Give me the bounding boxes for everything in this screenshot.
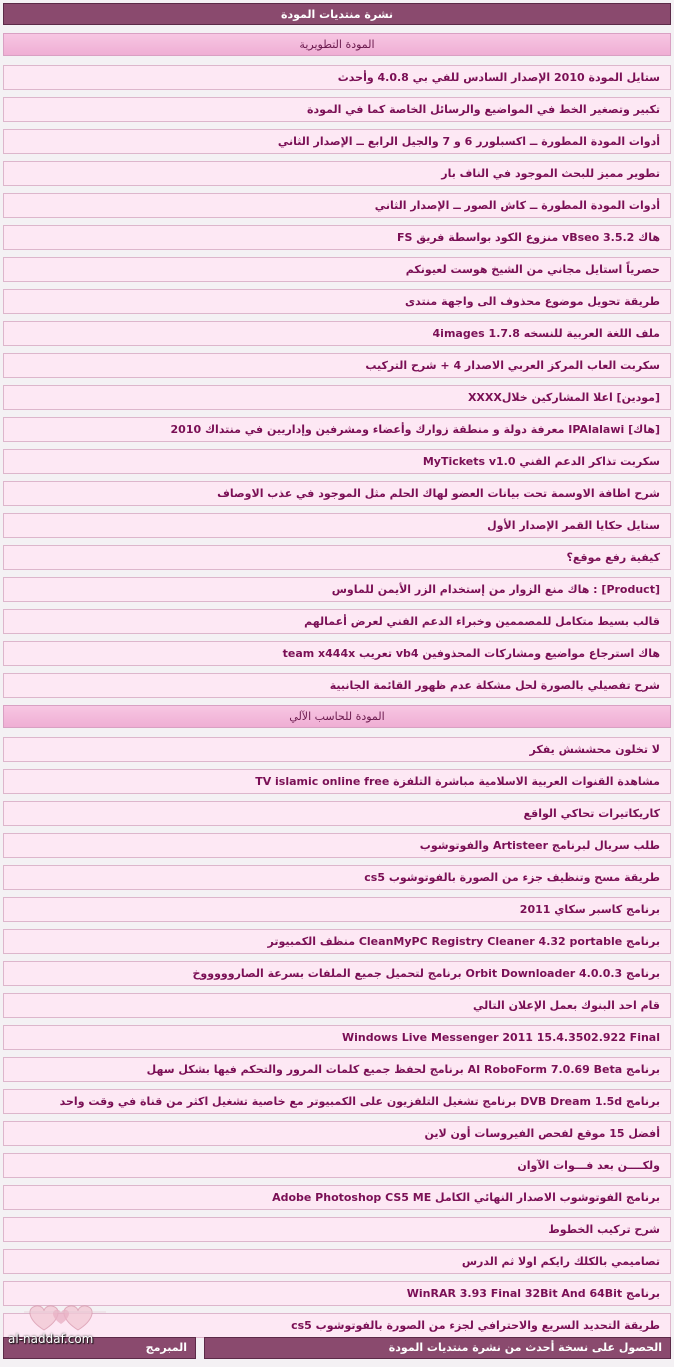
topic-link[interactable]: ولكــــن بعد فـــوات الآوان — [3, 1153, 671, 1178]
topic-link[interactable]: طريقة مسح وتنظيف جزء من الصورة بالفوتوشوب cs5 — [3, 865, 671, 890]
programmer-link[interactable]: المبرمج — [3, 1337, 196, 1359]
topic-link[interactable]: مشاهدة القنوات العربية الاسلامية مباشرة التلفزة TV islamic online free — [3, 769, 671, 794]
topic-link[interactable]: طريقة تحويل موضوع محذوف الى واجهة منتدى — [3, 289, 671, 314]
topic-link[interactable]: كاريكاتيرات تحاكي الواقع — [3, 801, 671, 826]
section-header: المودة للحاسب الآلي — [3, 705, 671, 728]
topic-link[interactable]: طلب سريال لبرنامج Artisteer والفوتوشوب — [3, 833, 671, 858]
topic-link[interactable]: شرح اظافة الاوسمة تحت بيانات العضو لهاك الحلم مثل الموجود في عذب الاوصاف — [3, 481, 671, 506]
topic-link[interactable]: شرح تركيب الخطوط — [3, 1217, 671, 1242]
topic-link[interactable]: تصاميمي بالكلك رايكم اولا ثم الدرس — [3, 1249, 671, 1274]
topic-link[interactable]: قالب بسيط متكامل للمصممين وخبراء الدعم الفني لعرض أعمالهم — [3, 609, 671, 634]
newsletter-list — [3, 33, 671, 1345]
topic-link[interactable]: برنامج WinRAR 3.93 Final 32Bit And 64Bit — [3, 1281, 671, 1306]
topic-link[interactable]: هاك vBseo 3.5.2 منزوع الكود بواسطة فريق FS — [3, 225, 671, 250]
topic-link[interactable]: أدوات المودة المطورة ــ كاش الصور ــ الإصدار الثاني — [3, 193, 671, 218]
topic-link[interactable]: تطوير مميز للبحث الموجود في الناف بار — [3, 161, 671, 186]
topic-link[interactable]: كيفية رفع موقع؟ — [3, 545, 671, 570]
topic-link[interactable]: سكربت العاب المركز العربي الاصدار 4 + شرح التركيب — [3, 353, 671, 378]
topic-link[interactable]: [Product] : هاك منع الزوار من إستخدام الزر الأيمن للماوس — [3, 577, 671, 602]
topic-link[interactable]: برنامج Orbit Downloader 4.0.0.3 برنامج لتحميل جميع الملفات بسرعة الصاروووووخ — [3, 961, 671, 986]
topic-link[interactable]: قام احد البنوك بعمل الإعلان التالي — [3, 993, 671, 1018]
topic-link[interactable]: ستايل المودة 2010 الإصدار السادس للفي بي 4.0.8 وأحدث — [3, 65, 671, 90]
topic-link[interactable]: هاك استرجاع مواضيع ومشاركات المحذوفين vb4 تعريب team x444x — [3, 641, 671, 666]
topic-link[interactable]: برنامج كاسبر سكاي 2011 — [3, 897, 671, 922]
topic-link[interactable]: طريقة التحديد السريع والاحترافي لجزء من الصورة بالفوتوشوب cs5 — [3, 1313, 671, 1338]
topic-link[interactable]: برنامج الفوتوشوب الاصدار النهائي الكامل Adobe Photoshop CS5 ME — [3, 1185, 671, 1210]
newsletter-header: نشرة منتديات المودة — [3, 3, 671, 25]
hearts-icon — [6, 1300, 116, 1334]
topic-link[interactable]: لا تخلون محششش يفكر — [3, 737, 671, 762]
topic-link[interactable]: Windows Live Messenger 2011 15.4.3502.922 Final — [3, 1025, 671, 1050]
watermark-text: al-naddaf.com — [8, 1332, 94, 1346]
topic-link[interactable]: حصرياً استايل مجاني من الشيخ هوست لعيونكم — [3, 257, 671, 282]
section-header: المودة التطويرية — [3, 33, 671, 56]
topic-link[interactable]: [هاك] IPAlalawi معرفة دولة و منطقة زوارك وأعضاء ومشرفين وإداريين في منتداك 2010 — [3, 417, 671, 442]
topic-link[interactable]: [مودين] اعلا المشاركين خلالXXXX — [3, 385, 671, 410]
watermark-logo — [6, 1300, 126, 1352]
topic-link[interactable]: ستايل حكايا القمر الإصدار الأول — [3, 513, 671, 538]
topic-link[interactable]: سكربت تذاكر الدعم الفني MyTickets v1.0 — [3, 449, 671, 474]
topic-link[interactable]: ملف اللغة العربية للنسخه 4images 1.7.8 — [3, 321, 671, 346]
topic-link[interactable]: أدوات المودة المطورة ــ اكسبلورر 6 و 7 والجيل الرابع ــ الإصدار الثاني — [3, 129, 671, 154]
topic-link[interactable]: برنامج DVB Dream 1.5d برنامج تشغيل التلفزيون على الكمبيوتر مع خاصية تشغيل اكثر من قناة في وقت واحد — [3, 1089, 671, 1114]
topic-link[interactable]: برنامج CleanMyPC Registry Cleaner 4.32 portable منظف الكمبيوتر — [3, 929, 671, 954]
topic-link[interactable]: شرح تفصيلي بالصورة لحل مشكلة عدم ظهور القائمة الجانبية — [3, 673, 671, 698]
get-newsletter-link[interactable]: الحصول على نسخة أحدث من نشرة منتديات المودة — [204, 1337, 671, 1359]
topic-link[interactable]: أفضل 15 موقع لفحص الفيروسات أون لاين — [3, 1121, 671, 1146]
topic-link[interactable]: برنامج AI RoboForm 7.0.69 Beta برنامج لحفظ جميع كلمات المرور والتحكم فيها بشكل سهل — [3, 1057, 671, 1082]
topic-link[interactable]: تكبير وتصغير الخط في المواضيع والرسائل الخاصة كما في المودة — [3, 97, 671, 122]
